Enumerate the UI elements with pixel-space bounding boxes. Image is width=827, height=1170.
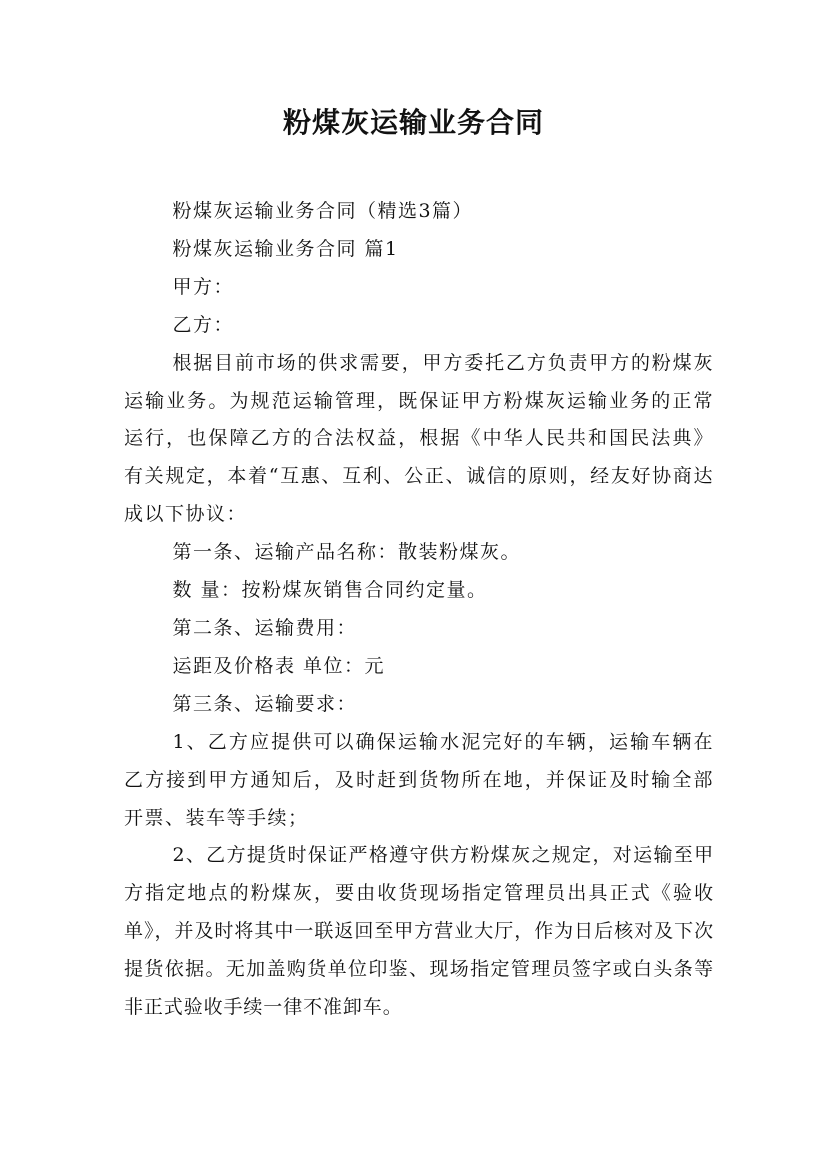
paragraph-preamble: 根据目前市场的供求需要，甲方委托乙方负责甲方的粉煤灰运输业务。为规范运输管理，既保证甲方粉煤灰运输业务的正常运行，也保障乙方的合法权益，根据《中华人民共和国民法典》有关规定，本着“互惠、互利、公正、诚信的原则，经友好协商达成以下协议：	[124, 351, 714, 526]
paragraph-subtitle: 粉煤灰运输业务合同（精选3篇）	[172, 200, 474, 222]
paragraph-article-3: 第三条、运输要求：	[172, 692, 357, 715]
document-title: 粉煤灰运输业务合同	[282, 106, 544, 139]
paragraph-quantity: 数 量：按粉煤灰销售合同约定量。	[172, 579, 488, 602]
paragraph-article-1: 第一条、运输产品名称：散装粉煤灰。	[172, 541, 521, 564]
paragraph-price-table: 运距及价格表 单位：元	[172, 654, 385, 677]
paragraph-section-heading: 粉煤灰运输业务合同 篇1	[172, 237, 399, 260]
paragraph-requirement-2: 2、乙方提货时保证严格遵守供方粉煤灰之规定，对运输至甲方指定地点的粉煤灰，要由收货现场指定管理员出具正式《验收单》，并及时将其中一联返回至甲方营业大厅，作为日后核对及下次提货依据。无加盖购货单位印鉴、现场指定管理员签字或白头条等非正式验收手续一律不准卸车。	[124, 844, 714, 1019]
paragraph-article-2: 第二条、运输费用：	[172, 616, 357, 639]
paragraph-requirement-1: 1、乙方应提供可以确保运输水泥完好的车辆，运输车辆在乙方接到甲方通知后，及时赶到货物所在地，并保证及时输全部开票、装车等手续；	[124, 730, 714, 829]
paragraph-party-b: 乙方：	[172, 313, 234, 336]
document-body	[124, 193, 714, 1027]
paragraph-party-a: 甲方：	[172, 275, 234, 298]
